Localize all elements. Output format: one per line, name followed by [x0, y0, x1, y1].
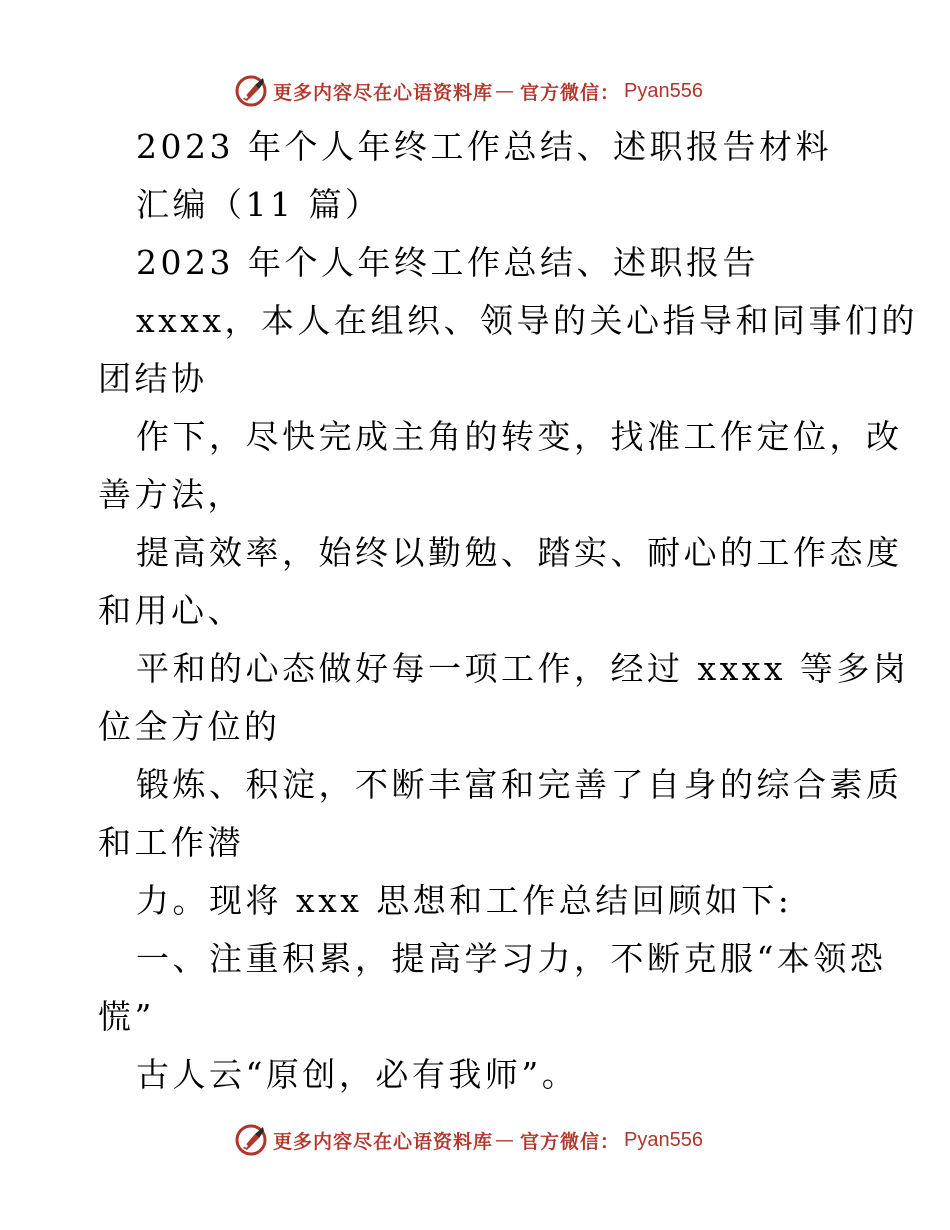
paragraph-line: xxxx，本人在组织、领导的关心指导和同事们的	[136, 301, 918, 340]
paragraph-line: 力。现将 xxx 思想和工作总结回顾如下:	[136, 881, 793, 920]
paragraph-line: 和用心、	[98, 591, 244, 630]
paragraph-line: 善方法，	[98, 475, 244, 514]
header-banner	[233, 71, 713, 111]
footer-banner	[233, 1120, 713, 1160]
document-body	[98, 118, 918, 1104]
banner-title: 更多内容尽在心语资料库	[273, 81, 494, 104]
banner-contact-label: 官方微信：	[520, 81, 621, 104]
paragraph-line: 平和的心态做好每一项工作，经过 xxxx 等多岗	[136, 649, 910, 688]
pen-nib-logo-icon	[233, 73, 269, 109]
paragraph-line: 锻炼、积淀，不断丰富和完善了自身的综合素质	[136, 765, 903, 804]
banner-contact-label: 官方微信：	[520, 1130, 621, 1153]
banner-contact-id: Pyan556	[624, 1128, 703, 1151]
paragraph-line: 和工作潜	[98, 823, 244, 862]
paragraph-line: 团结协	[98, 359, 208, 398]
paragraph-line: 作下，尽快完成主角的转变，找准工作定位，改	[136, 417, 903, 456]
doc-title-line: 2023 年个人年终工作总结、述职报告材料	[136, 127, 832, 166]
banner-title: 更多内容尽在心语资料库	[273, 1130, 494, 1153]
banner-separator: —	[495, 1129, 515, 1151]
subsection-heading: 慌”	[98, 997, 155, 1036]
doc-title-line: 汇编（11 篇）	[136, 185, 382, 224]
paragraph-line: 位全方位的	[98, 707, 281, 746]
paragraph-line: 提高效率，始终以勤勉、踏实、耐心的工作态度	[136, 533, 903, 572]
banner-separator: —	[495, 80, 515, 102]
subsection-heading: 一、注重积累，提高学习力，不断克服“本领恐	[136, 939, 887, 978]
banner-contact-id: Pyan556	[624, 79, 703, 102]
section-heading: 2023 年个人年终工作总结、述职报告	[136, 243, 759, 282]
paragraph-line: 古人云“原创，必有我师”。	[136, 1055, 579, 1094]
pen-nib-logo-icon	[233, 1122, 269, 1158]
